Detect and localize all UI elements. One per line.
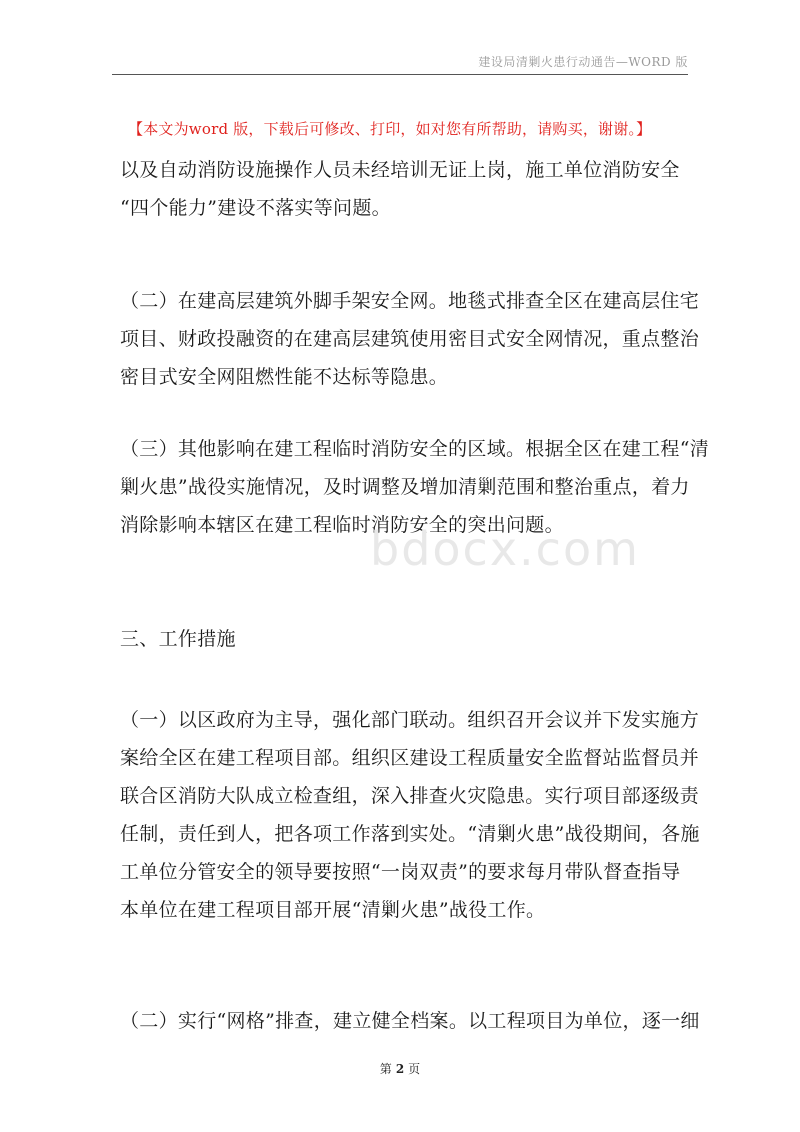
paragraph-line: （二）在建高层建筑外脚手架安全网。地毯式排查全区在建高层住宅 (120, 290, 700, 312)
site-watermark: bdocx.com (370, 522, 640, 576)
download-notice: 【本文为word 版，下载后可修改、打印，如对您有所帮助，请购买，谢谢。】 (128, 120, 652, 138)
page-footer (0, 1060, 800, 1077)
page-number: 2 (395, 1062, 405, 1076)
paragraph-section-3-2 (120, 1002, 700, 1040)
paragraph-line: 消除影响本辖区在建工程临时消防安全的突出问题。 (120, 514, 564, 536)
page-suffix: 页 (408, 1062, 421, 1076)
paragraph-continuation (120, 151, 700, 227)
paragraph-line: 本单位在建工程项目部开展“清剿火患”战役工作。 (120, 899, 546, 921)
paragraph-line: （一）以区政府为主导，强化部门联动。组织召开会议并下发实施方 (120, 709, 700, 731)
paragraph-line: 工单位分管安全的领导要按照“一岗双责”的要求每月带队督查指导 (120, 861, 681, 883)
running-title: 建设局清剿火患行动通告—WORD 版 (478, 55, 688, 69)
paragraph-line: 密目式安全网阻燃性能不达标等隐患。 (120, 366, 449, 388)
page-prefix: 第 (379, 1062, 392, 1076)
paragraph-line: 以及自动消防设施操作人员未经培训无证上岗，施工单位消防安全 (120, 159, 680, 181)
paragraph-line: 案给全区在建工程项目部。组织区建设工程质量安全监督站监督员并 (120, 747, 700, 769)
paragraph-line: “四个能力”建设不落实等问题。 (120, 197, 391, 219)
paragraph-line: 联合区消防大队成立检查组，深入排查火灾隐患。实行项目部逐级责 (120, 785, 700, 807)
header-divider (112, 74, 688, 75)
paragraph-section-3-1 (120, 701, 700, 929)
paragraph-line: （三）其他影响在建工程临时消防安全的区域。根据全区在建工程“清 (120, 438, 710, 460)
paragraph-line: 项目、财政投融资的在建高层建筑使用密目式安全网情况，重点整治 (120, 328, 700, 350)
paragraph-line: 剿火患”战役实施情况，及时调整及增加清剿范围和整治重点，着力 (120, 476, 690, 498)
paragraph-section-2-2 (120, 282, 700, 396)
paragraph-line: （二）实行“网格”排查，建立健全档案。以工程项目为单位，逐一细 (120, 1010, 700, 1032)
section-heading-3 (120, 620, 700, 658)
paragraph-section-2-3 (120, 430, 710, 544)
heading-line: 三、工作措施 (120, 628, 236, 650)
paragraph-line: 任制，责任到人，把各项工作落到实处。“清剿火患”战役期间，各施 (120, 823, 700, 845)
